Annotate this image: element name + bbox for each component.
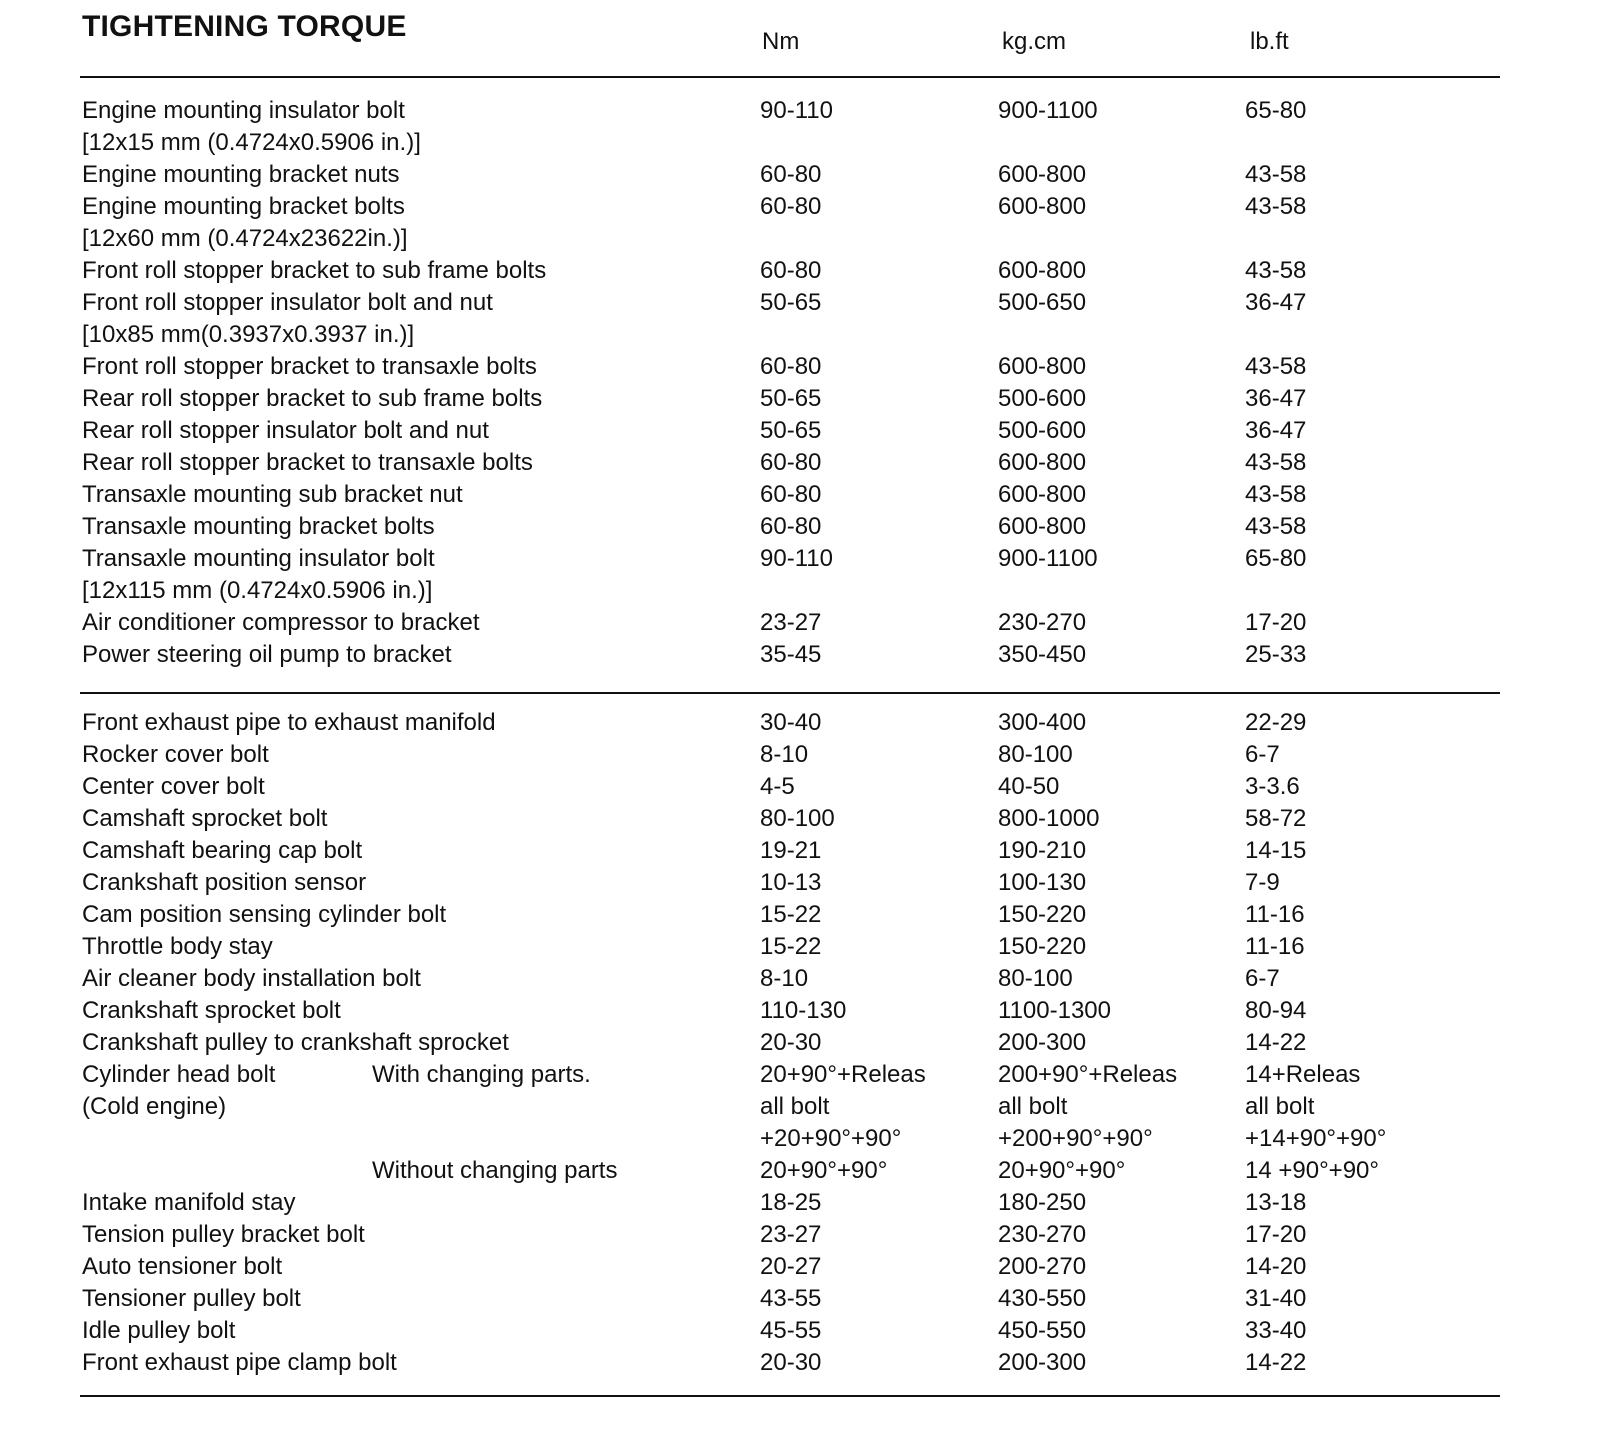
value-kgcm: 600-800 — [998, 161, 1087, 188]
value-lbft: 11-16 — [1245, 933, 1305, 960]
value-lbft: 14 +90°+90° — [1245, 1157, 1379, 1184]
item-name: Cylinder head bolt — [82, 1061, 276, 1088]
table-row — [0, 447, 1600, 479]
page-title: TIGHTENING TORQUE — [82, 10, 407, 43]
value-nm: +20+90°+90° — [760, 1125, 902, 1152]
value-lbft: 14-22 — [1245, 1029, 1307, 1056]
value-lbft: 43-58 — [1245, 257, 1307, 284]
value-kgcm: 900-1100 — [998, 97, 1098, 124]
value-nm: 43-55 — [760, 1285, 822, 1312]
item-name: Air conditioner compressor to bracket — [82, 609, 480, 636]
value-lbft: 13-18 — [1245, 1189, 1307, 1216]
table-row — [0, 1283, 1600, 1315]
value-nm: 110-130 — [760, 997, 847, 1024]
value-lbft: 17-20 — [1245, 609, 1307, 636]
value-nm: 20+90°+90° — [760, 1157, 888, 1184]
table-row — [0, 1027, 1600, 1059]
value-nm: 60-80 — [760, 161, 822, 188]
value-nm: 50-65 — [760, 289, 822, 316]
item-name: Crankshaft pulley to crankshaft sprocket — [82, 1029, 509, 1056]
value-kgcm: 150-220 — [998, 901, 1087, 928]
footer-divider — [80, 1395, 1500, 1397]
item-name: [12x115 mm (0.4724x0.5906 in.)] — [82, 577, 433, 604]
item-name: Transaxle mounting bracket bolts — [82, 513, 435, 540]
value-kgcm: 200+90°+Releas — [998, 1061, 1178, 1088]
value-kgcm: 600-800 — [998, 193, 1087, 220]
item-name: Front roll stopper insulator bolt and nut — [82, 289, 493, 316]
value-nm: 20+90°+Releas — [760, 1061, 926, 1088]
value-nm: 60-80 — [760, 193, 822, 220]
table-row — [0, 771, 1600, 803]
table-row — [0, 223, 1600, 255]
item-name: Cam position sensing cylinder bolt — [82, 901, 447, 928]
value-nm: 35-45 — [760, 641, 822, 668]
item-name: Engine mounting insulator bolt — [82, 97, 405, 124]
value-kgcm: all bolt — [998, 1093, 1068, 1120]
value-kgcm: 450-550 — [998, 1317, 1087, 1344]
value-lbft: 43-58 — [1245, 353, 1307, 380]
table-row — [0, 287, 1600, 319]
value-kgcm: 600-800 — [998, 449, 1087, 476]
value-nm: 15-22 — [760, 933, 822, 960]
value-nm: 20-30 — [760, 1349, 822, 1376]
value-nm: 30-40 — [760, 709, 822, 736]
table-row — [0, 931, 1600, 963]
value-nm: 50-65 — [760, 417, 822, 444]
value-kgcm: 40-50 — [998, 773, 1060, 800]
value-nm: 18-25 — [760, 1189, 822, 1216]
value-nm: 45-55 — [760, 1317, 822, 1344]
table-row — [0, 707, 1600, 739]
value-kgcm: 600-800 — [998, 353, 1087, 380]
value-kgcm: 180-250 — [998, 1189, 1087, 1216]
value-lbft: 43-58 — [1245, 481, 1307, 508]
value-nm: 60-80 — [760, 481, 822, 508]
value-nm: 20-30 — [760, 1029, 822, 1056]
item-name: Engine mounting bracket bolts — [82, 193, 405, 220]
table-row — [0, 1155, 1600, 1187]
value-kgcm: 190-210 — [998, 837, 1087, 864]
value-kgcm: 500-650 — [998, 289, 1087, 316]
item-name: Tensioner pulley bolt — [82, 1285, 301, 1312]
value-nm: 15-22 — [760, 901, 822, 928]
value-kgcm: 230-270 — [998, 609, 1087, 636]
table-row — [0, 899, 1600, 931]
table-row — [0, 639, 1600, 671]
value-lbft: 43-58 — [1245, 449, 1307, 476]
value-kgcm: 1100-1300 — [998, 997, 1111, 1024]
value-lbft: 43-58 — [1245, 513, 1307, 540]
value-kgcm: 900-1100 — [998, 545, 1098, 572]
table-row — [0, 479, 1600, 511]
value-lbft: 25-33 — [1245, 641, 1307, 668]
table-row — [0, 351, 1600, 383]
value-lbft: 36-47 — [1245, 289, 1307, 316]
table-row — [0, 607, 1600, 639]
item-name: Crankshaft sprocket bolt — [82, 997, 341, 1024]
value-nm: 50-65 — [760, 385, 822, 412]
value-nm: 80-100 — [760, 805, 835, 832]
value-kgcm: 200-300 — [998, 1029, 1087, 1056]
item-name: Power steering oil pump to bracket — [82, 641, 452, 668]
item-name: [10x85 mm(0.3937x0.3937 in.)] — [82, 321, 415, 348]
table-row — [0, 575, 1600, 607]
value-nm: all bolt — [760, 1093, 830, 1120]
table-row — [0, 1315, 1600, 1347]
value-nm: 8-10 — [760, 965, 809, 992]
item-name: Front exhaust pipe clamp bolt — [82, 1349, 397, 1376]
value-lbft: 14+Releas — [1245, 1061, 1361, 1088]
value-lbft: +14+90°+90° — [1245, 1125, 1387, 1152]
table-row — [0, 803, 1600, 835]
table-row — [0, 415, 1600, 447]
section-divider — [80, 692, 1500, 694]
value-kgcm: 600-800 — [998, 257, 1087, 284]
value-kgcm: 80-100 — [998, 741, 1073, 768]
value-lbft: 6-7 — [1245, 965, 1280, 992]
item-name: Crankshaft position sensor — [82, 869, 367, 896]
table-row — [0, 191, 1600, 223]
value-lbft: 11-16 — [1245, 901, 1305, 928]
table-row — [0, 1251, 1600, 1283]
item-name: Center cover bolt — [82, 773, 265, 800]
value-kgcm: 600-800 — [998, 481, 1087, 508]
item-name: (Cold engine) — [82, 1093, 227, 1120]
value-nm: 19-21 — [760, 837, 822, 864]
value-nm: 23-27 — [760, 1221, 822, 1248]
table-row — [0, 543, 1600, 575]
item-name: Engine mounting bracket nuts — [82, 161, 400, 188]
value-lbft: 14-20 — [1245, 1253, 1307, 1280]
value-nm: 90-110 — [760, 97, 833, 124]
header-divider — [80, 76, 1500, 78]
column-header-lbft: lb.ft — [1250, 28, 1289, 55]
value-lbft: 17-20 — [1245, 1221, 1307, 1248]
item-name: Rear roll stopper bracket to sub frame bolts — [82, 385, 543, 412]
item-name: Camshaft sprocket bolt — [82, 805, 328, 832]
value-nm: 8-10 — [760, 741, 809, 768]
value-kgcm: 150-220 — [998, 933, 1087, 960]
value-nm: 60-80 — [760, 353, 822, 380]
value-kgcm: 100-130 — [998, 869, 1087, 896]
value-lbft: 65-80 — [1245, 545, 1307, 572]
table-row — [0, 95, 1600, 127]
item-note: With changing parts. — [372, 1061, 591, 1088]
table-row — [0, 835, 1600, 867]
value-lbft: 36-47 — [1245, 385, 1307, 412]
value-kgcm: 800-1000 — [998, 805, 1100, 832]
table-row — [0, 963, 1600, 995]
item-name: Front roll stopper bracket to sub frame bolts — [82, 257, 547, 284]
item-name: Front roll stopper bracket to transaxle bolts — [82, 353, 537, 380]
value-kgcm: 500-600 — [998, 385, 1087, 412]
item-name: Tension pulley bracket bolt — [82, 1221, 365, 1248]
value-lbft: 33-40 — [1245, 1317, 1307, 1344]
column-header-kgcm: kg.cm — [1002, 28, 1067, 55]
value-lbft: 31-40 — [1245, 1285, 1307, 1312]
table-row — [0, 383, 1600, 415]
value-lbft: 43-58 — [1245, 193, 1307, 220]
value-nm: 60-80 — [760, 513, 822, 540]
value-lbft: 80-94 — [1245, 997, 1307, 1024]
value-lbft: 58-72 — [1245, 805, 1307, 832]
item-name: [12x60 mm (0.4724x23622in.)] — [82, 225, 408, 252]
item-name: Throttle body stay — [82, 933, 273, 960]
table-row — [0, 995, 1600, 1027]
table-row — [0, 1091, 1600, 1123]
value-lbft: 7-9 — [1245, 869, 1280, 896]
value-lbft: 36-47 — [1245, 417, 1307, 444]
item-name: Rear roll stopper bracket to transaxle bolts — [82, 449, 533, 476]
value-kgcm: 350-450 — [998, 641, 1087, 668]
value-lbft: 3-3.6 — [1245, 773, 1300, 800]
item-name: Rear roll stopper insulator bolt and nut — [82, 417, 489, 444]
table-row — [0, 739, 1600, 771]
value-kgcm: +200+90°+90° — [998, 1125, 1153, 1152]
value-kgcm: 20+90°+90° — [998, 1157, 1126, 1184]
value-kgcm: 230-270 — [998, 1221, 1087, 1248]
item-name: Rocker cover bolt — [82, 741, 269, 768]
item-note: Without changing parts — [372, 1157, 618, 1184]
torque-table-section-2 — [0, 707, 1600, 1379]
value-lbft: 43-58 — [1245, 161, 1307, 188]
value-lbft: 14-15 — [1245, 837, 1307, 864]
value-kgcm: 600-800 — [998, 513, 1087, 540]
table-row — [0, 319, 1600, 351]
value-nm: 90-110 — [760, 545, 833, 572]
value-lbft: all bolt — [1245, 1093, 1315, 1120]
value-nm: 60-80 — [760, 257, 822, 284]
value-nm: 23-27 — [760, 609, 822, 636]
value-lbft: 65-80 — [1245, 97, 1307, 124]
table-row — [0, 255, 1600, 287]
item-name: Transaxle mounting insulator bolt — [82, 545, 435, 572]
value-lbft: 22-29 — [1245, 709, 1307, 736]
item-name: Auto tensioner bolt — [82, 1253, 283, 1280]
value-kgcm: 300-400 — [998, 709, 1087, 736]
table-row — [0, 159, 1600, 191]
table-row — [0, 1219, 1600, 1251]
table-row — [0, 511, 1600, 543]
table-row — [0, 1187, 1600, 1219]
value-nm: 60-80 — [760, 449, 822, 476]
value-nm: 10-13 — [760, 869, 822, 896]
item-name: Camshaft bearing cap bolt — [82, 837, 363, 864]
item-name: Idle pulley bolt — [82, 1317, 236, 1344]
item-name: Transaxle mounting sub bracket nut — [82, 481, 463, 508]
value-kgcm: 200-270 — [998, 1253, 1087, 1280]
value-nm: 4-5 — [760, 773, 795, 800]
column-header-nm: Nm — [762, 28, 800, 55]
item-name: [12x15 mm (0.4724x0.5906 in.)] — [82, 129, 421, 156]
torque-table-section-1 — [0, 95, 1600, 671]
table-row — [0, 867, 1600, 899]
value-lbft: 6-7 — [1245, 741, 1280, 768]
item-name: Front exhaust pipe to exhaust manifold — [82, 709, 496, 736]
item-name: Intake manifold stay — [82, 1189, 296, 1216]
table-row — [0, 1059, 1600, 1091]
value-kgcm: 430-550 — [998, 1285, 1087, 1312]
item-name: Air cleaner body installation bolt — [82, 965, 421, 992]
table-row — [0, 1123, 1600, 1155]
value-nm: 20-27 — [760, 1253, 822, 1280]
value-kgcm: 200-300 — [998, 1349, 1087, 1376]
table-row — [0, 127, 1600, 159]
table-row — [0, 1347, 1600, 1379]
value-kgcm: 80-100 — [998, 965, 1073, 992]
value-kgcm: 500-600 — [998, 417, 1087, 444]
value-lbft: 14-22 — [1245, 1349, 1307, 1376]
